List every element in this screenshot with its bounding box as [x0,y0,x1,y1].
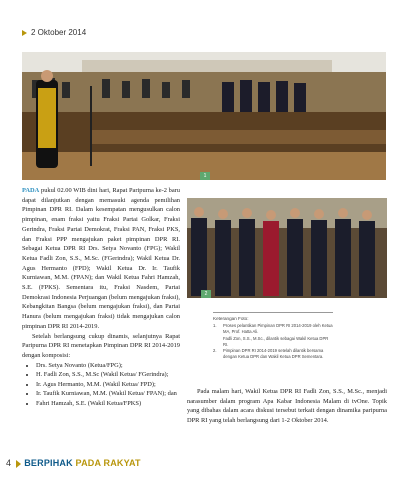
date-text: 2 Oktober 2014 [31,28,87,37]
photo-inauguration [22,52,386,180]
leadership-list [22,361,180,409]
list-item: • Ir. Agus Hermanto, M.M. (Wakil Ketua/ FPD); [36,380,180,390]
photo-caption [213,316,333,360]
photo-leadership-illustration [187,198,387,298]
photo-inauguration-illustration [22,52,386,180]
caption-item: Fadli Zon, S.S., M.Sc., dilantik sebagai Wakil Ketua DPR RI. [223,335,329,347]
paragraph-1: PADA pukul 02.00 WIB dini hari, Rapat Paripurna ke-2 baru dapat dilanjutkan dengan memasuki agenda pemilihan Pimpinan DPR RI. Dalam kesempatan mengusulkan calon pimpinan, enam fraksi yaitu Fraksi Partai Golkar, Fraksi Gerindra, Fraksi Partai Demokrat, Fraksi PAN, Fraksi PKS, dan Fraksi PPP mengajukan paket pimpinan DPR RI. Sebagai Ketua DPR RI Drs. Setya Novanto (FPG); Wakil Ketua Fadli Zon, S.S., M.Sc. (FGerindra); Wakil Ketua Dr. Agus Hermanto (FPD); Wakil Ketua Dr. Ir. Taufik Kurniawan, M.M. (FPAN); dan Wakil Ketua Fahri Hamzah, S.E. (FPKS). Sementara itu, Fraksi Nasdem, Partai Demokrasi Indonesia Perjuangan (belum mengajukan fraksi), Kebangkitan Bangsa (belum mengajukan fraksi), dan Partai Hanura (belum mengajukan fraksi) tidak mengajukan calon pimpinan DPR RI 2014-2019. [22,187,180,330]
footer-title: BERPIHAK [24,458,73,468]
lead-word: PADA [22,187,40,194]
triangle-marker-icon [16,460,21,468]
right-column-text [187,387,387,426]
caption-item: 1. Proses pelantikan Pimpinan DPR RI 2014-2019 oleh Ketua MA, Prof. Hatta Ali. [213,323,333,335]
caption-divider [213,312,333,313]
page-footer [6,458,141,468]
photo-number-badge: 1 [200,172,210,180]
footer-subtitle: PADA RAKYAT [75,458,141,468]
body-text [22,186,180,408]
list-item: • Drs. Setya Novanto (Ketua/FPG); [36,361,180,371]
caption-item: 2. Pimpinan DPR RI 2014-2019 setelah dilantik bersama dengan Ketua DPR dan Wakil Ketua DPR Sementara. [213,348,324,360]
list-item: • Ir. Taufik Kurniawan, M.M. (Wakil Ketua/ FPAN); dan [36,389,180,399]
date-header [22,28,86,37]
paragraph-3: Pada malam hari, Wakil Ketua DPR RI Fadli Zon, S.S., M.Sc., menjadi narasumber dalam program Apa Kabar Indonesia Malam di tvOne. Topik yang dibahas dalam acara diskusi tersebut terkait dengan dinamika paripurna DPR RI yang telah berlangsung dari 1-2 Oktober 2014. [187,388,387,425]
list-item: • Fahri Hamzah, S.E. (Wakil Ketua/FPKS) [36,399,180,409]
list-item: • H. Fadli Zon, S.S., M.Sc (Wakil Ketua/ FGerindra); [36,370,180,380]
photo-leadership-group [187,198,387,298]
triangle-marker-icon [22,30,27,36]
paragraph-2: Setelah berlangsung cukup dinamis, selanjutnya Rapat Paripurna DPR RI menetapkan Pimpinan DPR RI 2014-2019 dengan komposisi: [22,332,180,359]
page-number: 4 [6,458,12,468]
photo-number-badge: 2 [201,290,211,298]
caption-heading: Keterangan Foto: [213,316,249,321]
